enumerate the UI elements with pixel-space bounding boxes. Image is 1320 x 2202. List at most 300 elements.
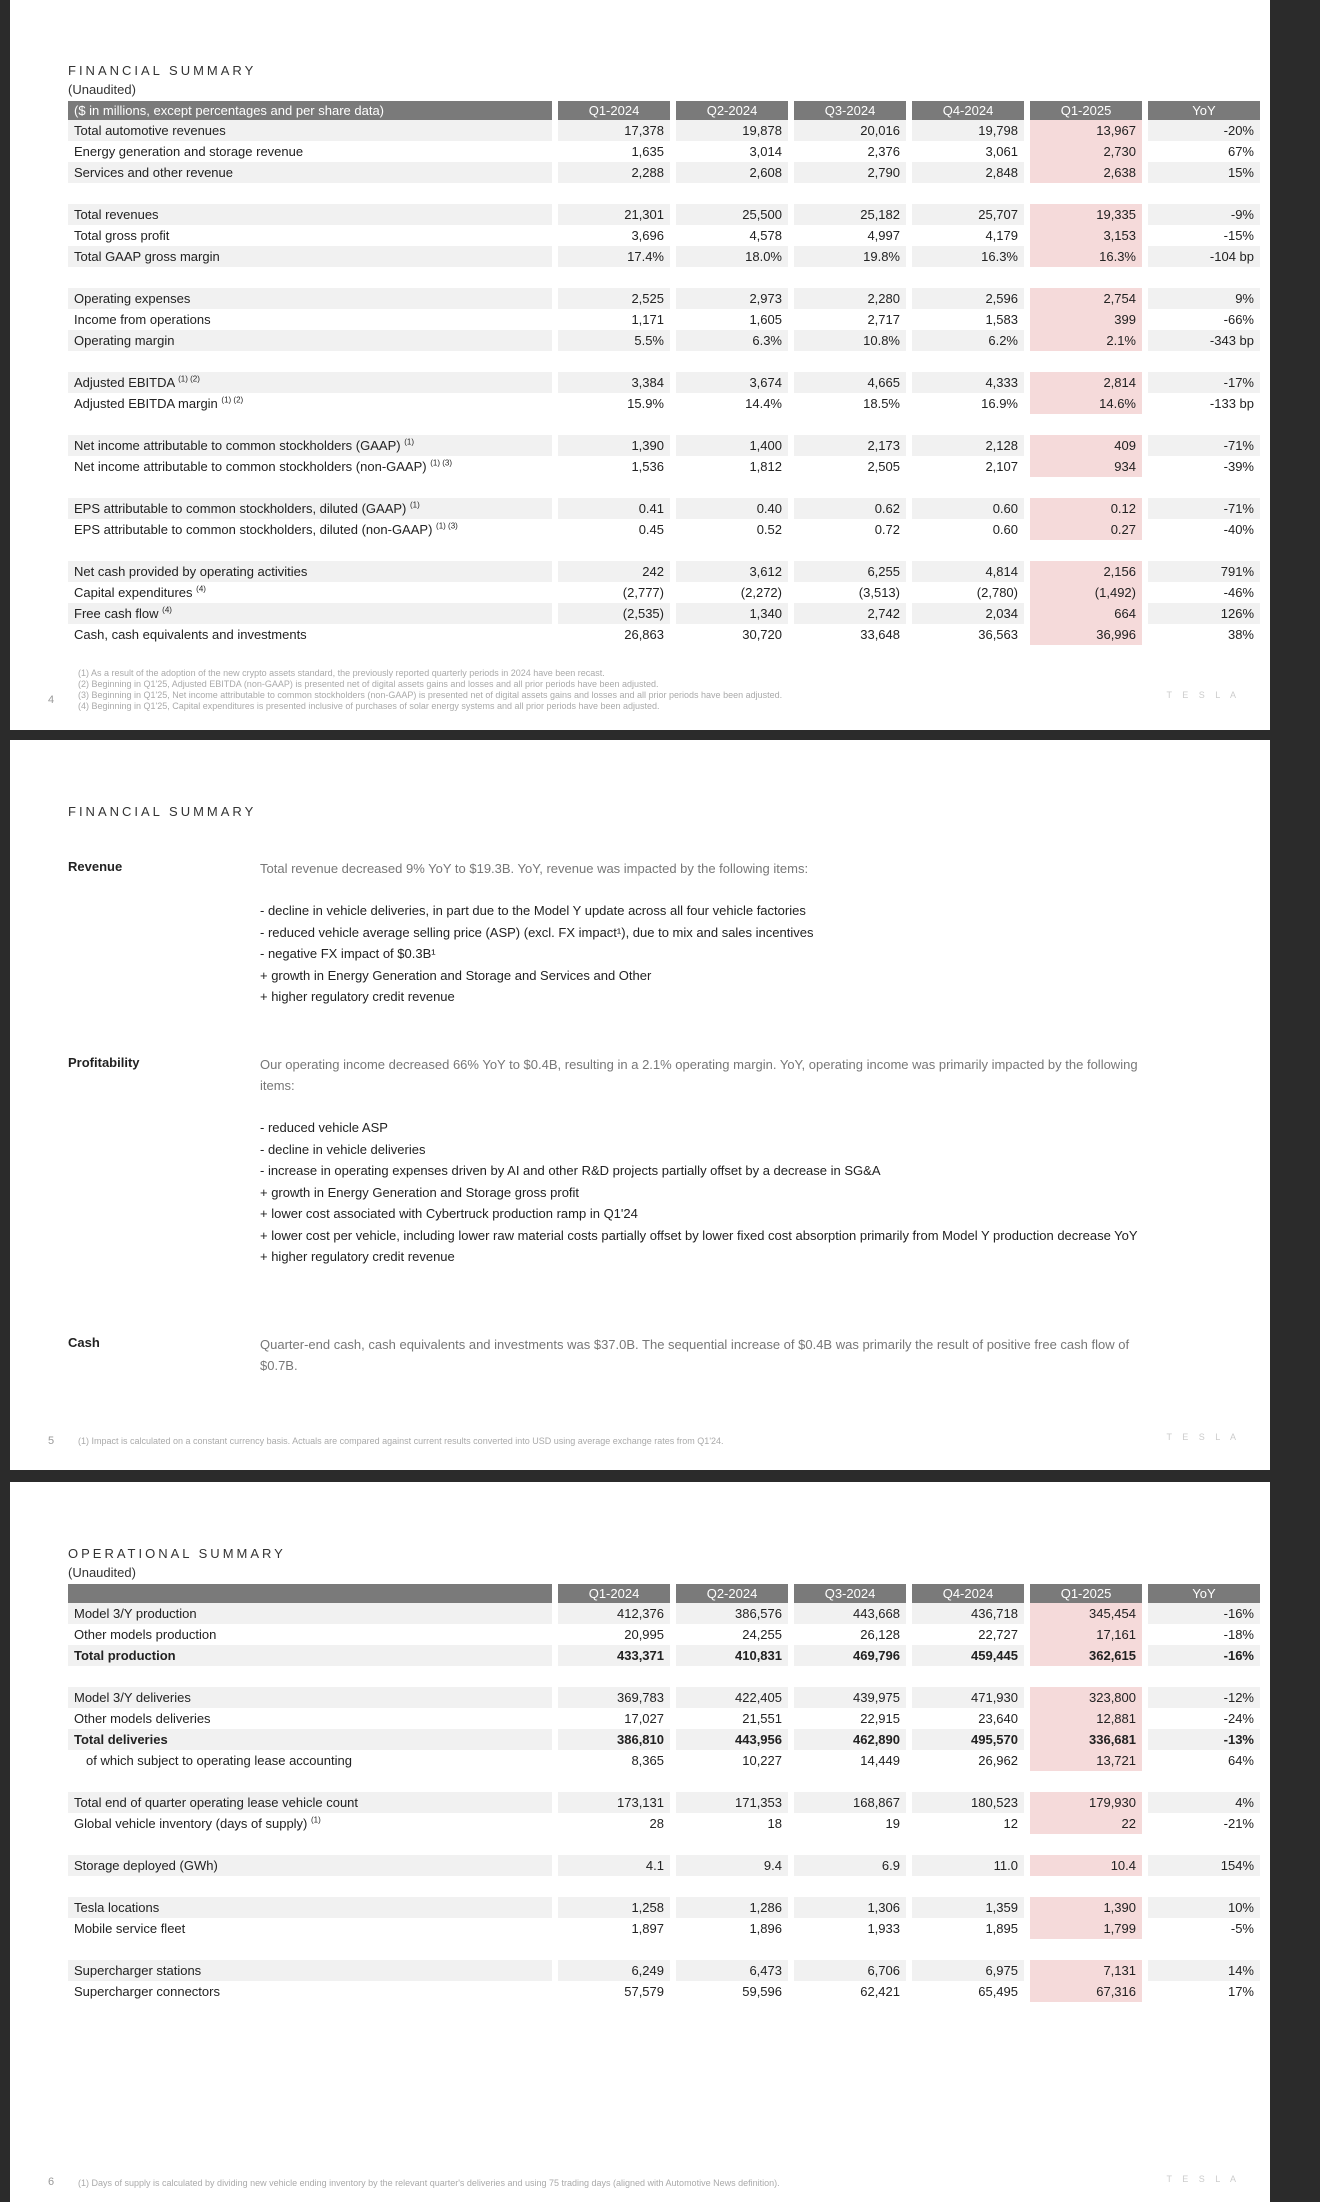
yoy-cell: -133 bp bbox=[1148, 393, 1260, 414]
table-row bbox=[68, 1729, 1260, 1750]
value-cell: 1,306 bbox=[794, 1897, 906, 1918]
yoy-cell: 17% bbox=[1148, 1981, 1260, 2002]
value-cell: 21,301 bbox=[558, 204, 670, 225]
page-number: 4 bbox=[48, 694, 55, 706]
row-label-text: Operating margin bbox=[74, 333, 175, 348]
gap-cell bbox=[68, 351, 1260, 372]
value-cell: 2,717 bbox=[794, 309, 906, 330]
value-cell: 17,027 bbox=[558, 1708, 670, 1729]
value-cell: 2,730 bbox=[1030, 141, 1142, 162]
page-title: FINANCIAL SUMMARY bbox=[68, 63, 257, 78]
revenue-label: Revenue bbox=[68, 859, 123, 874]
table-row bbox=[68, 225, 1260, 246]
row-label-text: Total deliveries bbox=[74, 1732, 168, 1747]
table-row bbox=[68, 309, 1260, 330]
value-cell: 9.4 bbox=[676, 1855, 788, 1876]
column-header: Q2-2024 bbox=[676, 101, 788, 120]
financial-summary-table-page bbox=[10, 0, 1270, 730]
operational-summary-page bbox=[10, 1482, 1270, 2202]
table-row bbox=[68, 246, 1260, 267]
value-cell: 2,173 bbox=[794, 435, 906, 456]
value-cell: 2,814 bbox=[1030, 372, 1142, 393]
footnote: (1) Impact is calculated on a constant currency basis. Actuals are compared against current results converted into USD using average exchange rates from Q1'24. bbox=[78, 1436, 724, 1446]
value-cell: 6.3% bbox=[676, 330, 788, 351]
value-cell: 6,255 bbox=[794, 561, 906, 582]
value-cell: 0.62 bbox=[794, 498, 906, 519]
value-cell: (1,492) bbox=[1030, 582, 1142, 603]
row-label-text: Income from operations bbox=[74, 312, 211, 327]
value-cell: 180,523 bbox=[912, 1792, 1024, 1813]
row-label bbox=[68, 1981, 552, 2002]
row-label bbox=[68, 246, 552, 267]
value-cell: 2,596 bbox=[912, 288, 1024, 309]
value-cell: 62,421 bbox=[794, 1981, 906, 2002]
profitability-intro: Our operating income decreased 66% YoY to $0.4B, resulting in a 2.1% operating margin. YoY, operating income was primarily impacted by the following items: bbox=[260, 1057, 1138, 1093]
value-cell: 17,378 bbox=[558, 120, 670, 141]
column-header: Q4-2024 bbox=[912, 1584, 1024, 1603]
table-row bbox=[68, 1603, 1260, 1624]
table-row bbox=[68, 603, 1260, 624]
value-cell: 462,890 bbox=[794, 1729, 906, 1750]
row-label bbox=[68, 1729, 552, 1750]
column-header: YoY bbox=[1148, 1584, 1260, 1603]
value-cell: 1,258 bbox=[558, 1897, 670, 1918]
value-cell: 7,131 bbox=[1030, 1960, 1142, 1981]
value-cell: 4.1 bbox=[558, 1855, 670, 1876]
value-cell: 2,848 bbox=[912, 162, 1024, 183]
value-cell: 14.4% bbox=[676, 393, 788, 414]
cash-label: Cash bbox=[68, 1335, 100, 1350]
value-cell: (2,780) bbox=[912, 582, 1024, 603]
footnote: (1) Days of supply is calculated by dividing new vehicle ending inventory by the relevant quarter's deliveries and using 75 trading days (aligned with Automotive News definition). bbox=[78, 2178, 780, 2188]
row-label bbox=[68, 393, 552, 414]
column-header: Q1-2024 bbox=[558, 101, 670, 120]
value-cell: 399 bbox=[1030, 309, 1142, 330]
value-cell: 2,505 bbox=[794, 456, 906, 477]
value-cell: 2,034 bbox=[912, 603, 1024, 624]
row-label bbox=[68, 603, 552, 624]
value-cell: 323,800 bbox=[1030, 1687, 1142, 1708]
gap-cell bbox=[68, 267, 1260, 288]
row-label bbox=[68, 1918, 552, 1939]
table-row bbox=[68, 1792, 1260, 1813]
value-cell: 2,790 bbox=[794, 162, 906, 183]
row-gap bbox=[68, 267, 1260, 288]
value-cell: 4,333 bbox=[912, 372, 1024, 393]
value-cell: 22,727 bbox=[912, 1624, 1024, 1645]
value-cell: 1,171 bbox=[558, 309, 670, 330]
value-cell: 3,674 bbox=[676, 372, 788, 393]
row-label-text: Cash, cash equivalents and investments bbox=[74, 627, 307, 642]
value-cell: 4,665 bbox=[794, 372, 906, 393]
row-label-text: Net income attributable to common stockholders (GAAP) bbox=[74, 438, 401, 453]
value-cell: 26,128 bbox=[794, 1624, 906, 1645]
row-label-text: Adjusted EBITDA bbox=[74, 375, 175, 390]
value-cell: 10,227 bbox=[676, 1750, 788, 1771]
value-cell: 30,720 bbox=[676, 624, 788, 645]
table-row bbox=[68, 498, 1260, 519]
table-row bbox=[68, 1918, 1260, 1939]
table-row bbox=[68, 624, 1260, 645]
column-header: Q3-2024 bbox=[794, 1584, 906, 1603]
table-row bbox=[68, 1960, 1260, 1981]
row-label bbox=[68, 204, 552, 225]
row-label bbox=[68, 1687, 552, 1708]
yoy-cell: 126% bbox=[1148, 603, 1260, 624]
yoy-cell: -17% bbox=[1148, 372, 1260, 393]
value-cell: 25,707 bbox=[912, 204, 1024, 225]
row-gap bbox=[68, 1939, 1260, 1960]
table-row bbox=[68, 330, 1260, 351]
value-cell: 443,956 bbox=[676, 1729, 788, 1750]
row-label-text: EPS attributable to common stockholders, diluted (GAAP) bbox=[74, 501, 407, 516]
row-label-text: Net income attributable to common stockholders (non-GAAP) bbox=[74, 459, 427, 474]
footnote-ref: (4) bbox=[162, 605, 172, 615]
column-header: Q4-2024 bbox=[912, 101, 1024, 120]
row-label-text: Services and other revenue bbox=[74, 165, 233, 180]
header-row bbox=[68, 1584, 1260, 1603]
value-cell: 6,975 bbox=[912, 1960, 1024, 1981]
row-label bbox=[68, 1708, 552, 1729]
yoy-cell: 38% bbox=[1148, 624, 1260, 645]
value-cell: 33,648 bbox=[794, 624, 906, 645]
value-cell: 3,696 bbox=[558, 225, 670, 246]
row-label-text: Other models production bbox=[74, 1627, 217, 1642]
gap-cell bbox=[68, 1771, 1260, 1792]
bullet-item: - reduced vehicle ASP bbox=[260, 1120, 388, 1135]
row-label-text: of which subject to operating lease accounting bbox=[86, 1753, 352, 1768]
value-cell: 242 bbox=[558, 561, 670, 582]
value-cell: 0.72 bbox=[794, 519, 906, 540]
value-cell: 1,583 bbox=[912, 309, 1024, 330]
row-label-text: EPS attributable to common stockholders, diluted (non-GAAP) bbox=[74, 522, 433, 537]
value-cell: 18.0% bbox=[676, 246, 788, 267]
yoy-cell: -12% bbox=[1148, 1687, 1260, 1708]
bullet-item: + higher regulatory credit revenue bbox=[260, 989, 455, 1004]
value-cell: 1,340 bbox=[676, 603, 788, 624]
row-label bbox=[68, 141, 552, 162]
row-label bbox=[68, 1603, 552, 1624]
value-cell: 495,570 bbox=[912, 1729, 1024, 1750]
value-cell: 16.9% bbox=[912, 393, 1024, 414]
table-row bbox=[68, 1624, 1260, 1645]
yoy-cell: -39% bbox=[1148, 456, 1260, 477]
value-cell: 459,445 bbox=[912, 1645, 1024, 1666]
gap-cell bbox=[68, 414, 1260, 435]
value-cell: 1,536 bbox=[558, 456, 670, 477]
row-gap bbox=[68, 1666, 1260, 1687]
value-cell: 10.4 bbox=[1030, 1855, 1142, 1876]
row-label bbox=[68, 498, 552, 519]
yoy-cell: 10% bbox=[1148, 1897, 1260, 1918]
yoy-cell: -66% bbox=[1148, 309, 1260, 330]
value-cell: 0.60 bbox=[912, 498, 1024, 519]
page-number: 6 bbox=[48, 2176, 55, 2188]
value-cell: 412,376 bbox=[558, 1603, 670, 1624]
row-label-text: Energy generation and storage revenue bbox=[74, 144, 304, 159]
column-header-label bbox=[68, 1584, 552, 1603]
table-row bbox=[68, 288, 1260, 309]
row-gap bbox=[68, 1771, 1260, 1792]
revenue-bullets bbox=[260, 900, 1160, 1008]
value-cell: 19,878 bbox=[676, 120, 788, 141]
value-cell: 17,161 bbox=[1030, 1624, 1142, 1645]
value-cell: (2,777) bbox=[558, 582, 670, 603]
value-cell: 6.9 bbox=[794, 1855, 906, 1876]
row-gap bbox=[68, 1876, 1260, 1897]
row-label-text: Supercharger connectors bbox=[74, 1984, 220, 1999]
value-cell: 15.9% bbox=[558, 393, 670, 414]
yoy-cell: -71% bbox=[1148, 498, 1260, 519]
yoy-cell: -343 bp bbox=[1148, 330, 1260, 351]
value-cell: 0.40 bbox=[676, 498, 788, 519]
row-label-text: Total end of quarter operating lease vehicle count bbox=[74, 1795, 359, 1810]
value-cell: 0.52 bbox=[676, 519, 788, 540]
value-cell: 409 bbox=[1030, 435, 1142, 456]
row-label-text: Tesla locations bbox=[74, 1900, 160, 1915]
value-cell: 13,967 bbox=[1030, 120, 1142, 141]
row-label-text: Total GAAP gross margin bbox=[74, 249, 220, 264]
footnote-ref: (1) bbox=[311, 1815, 321, 1825]
value-cell: 0.12 bbox=[1030, 498, 1142, 519]
bullet-item: - decline in vehicle deliveries bbox=[260, 1141, 426, 1157]
value-cell: 12 bbox=[912, 1813, 1024, 1834]
value-cell: 6,249 bbox=[558, 1960, 670, 1981]
value-cell: 934 bbox=[1030, 456, 1142, 477]
value-cell: 2,525 bbox=[558, 288, 670, 309]
row-label bbox=[68, 561, 552, 582]
value-cell: 36,563 bbox=[912, 624, 1024, 645]
value-cell: 6.2% bbox=[912, 330, 1024, 351]
table-row bbox=[68, 1750, 1260, 1771]
bullet-item: + growth in Energy Generation and Storage gross profit bbox=[260, 1184, 580, 1200]
table-row bbox=[68, 162, 1260, 183]
value-cell: 22 bbox=[1030, 1813, 1142, 1834]
table-row bbox=[68, 1687, 1260, 1708]
revenue-intro: Total revenue decreased 9% YoY to $19.3B. YoY, revenue was impacted by the following items: bbox=[260, 861, 809, 876]
value-cell: 0.45 bbox=[558, 519, 670, 540]
value-cell: 25,500 bbox=[676, 204, 788, 225]
value-cell: 18 bbox=[676, 1813, 788, 1834]
row-label bbox=[68, 288, 552, 309]
table-row bbox=[68, 141, 1260, 162]
value-cell: 1,896 bbox=[676, 1918, 788, 1939]
value-cell: 422,405 bbox=[676, 1687, 788, 1708]
table-row bbox=[68, 1708, 1260, 1729]
yoy-cell: -16% bbox=[1148, 1645, 1260, 1666]
cash-text: Quarter-end cash, cash equivalents and investments was $37.0B. The sequential increase of $0.4B was primarily the result of positive free cash flow of $0.7B. bbox=[260, 1337, 1130, 1373]
footnotes bbox=[78, 668, 782, 712]
value-cell: 439,975 bbox=[794, 1687, 906, 1708]
column-header: Q1-2024 bbox=[558, 1584, 670, 1603]
row-label bbox=[68, 1897, 552, 1918]
value-cell: 2,376 bbox=[794, 141, 906, 162]
value-cell: 19.8% bbox=[794, 246, 906, 267]
yoy-cell: -20% bbox=[1148, 120, 1260, 141]
value-cell: 471,930 bbox=[912, 1687, 1024, 1708]
value-cell: 0.41 bbox=[558, 498, 670, 519]
value-cell: 26,863 bbox=[558, 624, 670, 645]
value-cell: 3,384 bbox=[558, 372, 670, 393]
value-cell: 5.5% bbox=[558, 330, 670, 351]
value-cell: 443,668 bbox=[794, 1603, 906, 1624]
footnote-ref: (1) bbox=[410, 500, 420, 510]
row-gap bbox=[68, 414, 1260, 435]
value-cell: 1,895 bbox=[912, 1918, 1024, 1939]
value-cell: 386,576 bbox=[676, 1603, 788, 1624]
value-cell: 14.6% bbox=[1030, 393, 1142, 414]
row-label bbox=[68, 519, 552, 540]
row-label-text: Model 3/Y production bbox=[74, 1606, 197, 1621]
value-cell: 26,962 bbox=[912, 1750, 1024, 1771]
table-row bbox=[68, 1981, 1260, 2002]
table-row bbox=[68, 456, 1260, 477]
value-cell: 21,551 bbox=[676, 1708, 788, 1729]
yoy-cell: -16% bbox=[1148, 1603, 1260, 1624]
tesla-logo: T E S L A bbox=[1166, 690, 1240, 700]
value-cell: 24,255 bbox=[676, 1624, 788, 1645]
table-row bbox=[68, 519, 1260, 540]
value-cell: 28 bbox=[558, 1813, 670, 1834]
table-row bbox=[68, 204, 1260, 225]
value-cell: 469,796 bbox=[794, 1645, 906, 1666]
tesla-logo: T E S L A bbox=[1166, 2174, 1240, 2184]
row-label bbox=[68, 1750, 552, 1771]
bullet-item: + growth in Energy Generation and Storage and Services and Other bbox=[260, 967, 652, 983]
bullet-item: - increase in operating expenses driven by AI and other R&D projects partially offset by a decrease in SG&A bbox=[260, 1163, 881, 1178]
bullet-item: + lower cost per vehicle, including lower raw material costs partially offset by lower fixed cost absorption primarily from Model Y production decrease YoY bbox=[260, 1227, 1138, 1243]
value-cell: 436,718 bbox=[912, 1603, 1024, 1624]
value-cell: 18.5% bbox=[794, 393, 906, 414]
value-cell: 23,640 bbox=[912, 1708, 1024, 1729]
yoy-cell: 9% bbox=[1148, 288, 1260, 309]
value-cell: 67,316 bbox=[1030, 1981, 1142, 2002]
yoy-cell: -21% bbox=[1148, 1813, 1260, 1834]
header-row bbox=[68, 101, 1260, 120]
footnote-ref: (1) (2) bbox=[178, 374, 200, 384]
value-cell: 20,995 bbox=[558, 1624, 670, 1645]
value-cell: 6,473 bbox=[676, 1960, 788, 1981]
yoy-cell: 14% bbox=[1148, 1960, 1260, 1981]
column-header-label: ($ in millions, except percentages and per share data) bbox=[68, 101, 552, 120]
value-cell: 1,359 bbox=[912, 1897, 1024, 1918]
footnote-ref: (1) (3) bbox=[430, 458, 453, 468]
value-cell: 13,721 bbox=[1030, 1750, 1142, 1771]
value-cell: (3,513) bbox=[794, 582, 906, 603]
value-cell: 19,335 bbox=[1030, 204, 1142, 225]
table-row bbox=[68, 1897, 1260, 1918]
gap-cell bbox=[68, 1876, 1260, 1897]
value-cell: 65,495 bbox=[912, 1981, 1024, 2002]
table-row bbox=[68, 120, 1260, 141]
value-cell: 173,131 bbox=[558, 1792, 670, 1813]
column-header: YoY bbox=[1148, 101, 1260, 120]
page-title: OPERATIONAL SUMMARY bbox=[68, 1546, 286, 1561]
row-label-text: Operating expenses bbox=[74, 291, 191, 306]
value-cell: 2,280 bbox=[794, 288, 906, 309]
yoy-cell: 4% bbox=[1148, 1792, 1260, 1813]
yoy-cell: 64% bbox=[1148, 1750, 1260, 1771]
value-cell: (2,535) bbox=[558, 603, 670, 624]
table-row bbox=[68, 372, 1260, 393]
column-header: Q1-2025 bbox=[1030, 1584, 1142, 1603]
yoy-cell: -24% bbox=[1148, 1708, 1260, 1729]
value-cell: 1,812 bbox=[676, 456, 788, 477]
row-label bbox=[68, 456, 552, 477]
value-cell: (2,272) bbox=[676, 582, 788, 603]
value-cell: 2,128 bbox=[912, 435, 1024, 456]
value-cell: 2,638 bbox=[1030, 162, 1142, 183]
value-cell: 25,182 bbox=[794, 204, 906, 225]
value-cell: 4,997 bbox=[794, 225, 906, 246]
row-label bbox=[68, 372, 552, 393]
yoy-cell: -71% bbox=[1148, 435, 1260, 456]
row-label bbox=[68, 330, 552, 351]
yoy-cell: -40% bbox=[1148, 519, 1260, 540]
value-cell: 2,742 bbox=[794, 603, 906, 624]
value-cell: 14,449 bbox=[794, 1750, 906, 1771]
row-gap bbox=[68, 540, 1260, 561]
row-label bbox=[68, 120, 552, 141]
value-cell: 19 bbox=[794, 1813, 906, 1834]
gap-cell bbox=[68, 540, 1260, 561]
value-cell: 10.8% bbox=[794, 330, 906, 351]
footnote-line: (4) Beginning in Q1'25, Capital expenditures is presented inclusive of purchases of solar energy systems and all prior periods have been adjusted. bbox=[78, 701, 660, 711]
row-label-text: Total production bbox=[74, 1648, 176, 1663]
row-label bbox=[68, 309, 552, 330]
yoy-cell: -9% bbox=[1148, 204, 1260, 225]
gap-cell bbox=[68, 1939, 1260, 1960]
yoy-cell: 67% bbox=[1148, 141, 1260, 162]
value-cell: 1,286 bbox=[676, 1897, 788, 1918]
value-cell: 3,612 bbox=[676, 561, 788, 582]
financial-summary-table bbox=[68, 101, 1260, 645]
row-label bbox=[68, 435, 552, 456]
value-cell: 369,783 bbox=[558, 1687, 670, 1708]
column-header: Q2-2024 bbox=[676, 1584, 788, 1603]
value-cell: 3,061 bbox=[912, 141, 1024, 162]
footnote-ref: (1) (3) bbox=[436, 521, 458, 531]
value-cell: 1,390 bbox=[1030, 1897, 1142, 1918]
yoy-cell: 154% bbox=[1148, 1855, 1260, 1876]
value-cell: 8,365 bbox=[558, 1750, 670, 1771]
value-cell: 6,706 bbox=[794, 1960, 906, 1981]
financial-summary-narrative-page bbox=[10, 740, 1270, 1470]
row-gap bbox=[68, 477, 1260, 498]
value-cell: 1,390 bbox=[558, 435, 670, 456]
page-subtitle: (Unaudited) bbox=[68, 82, 136, 97]
page-number: 5 bbox=[48, 1435, 55, 1447]
value-cell: 11.0 bbox=[912, 1855, 1024, 1876]
value-cell: 3,153 bbox=[1030, 225, 1142, 246]
table-row bbox=[68, 435, 1260, 456]
footnote-ref: (1) bbox=[404, 437, 414, 447]
value-cell: 36,996 bbox=[1030, 624, 1142, 645]
table-row bbox=[68, 1855, 1260, 1876]
operational-summary-table bbox=[68, 1584, 1260, 2002]
yoy-cell: 15% bbox=[1148, 162, 1260, 183]
value-cell: 4,578 bbox=[676, 225, 788, 246]
value-cell: 16.3% bbox=[912, 246, 1024, 267]
row-gap bbox=[68, 1834, 1260, 1855]
row-label bbox=[68, 1855, 552, 1876]
value-cell: 59,596 bbox=[676, 1981, 788, 2002]
value-cell: 17.4% bbox=[558, 246, 670, 267]
row-label bbox=[68, 624, 552, 645]
column-header: Q3-2024 bbox=[794, 101, 906, 120]
value-cell: 2,608 bbox=[676, 162, 788, 183]
value-cell: 20,016 bbox=[794, 120, 906, 141]
